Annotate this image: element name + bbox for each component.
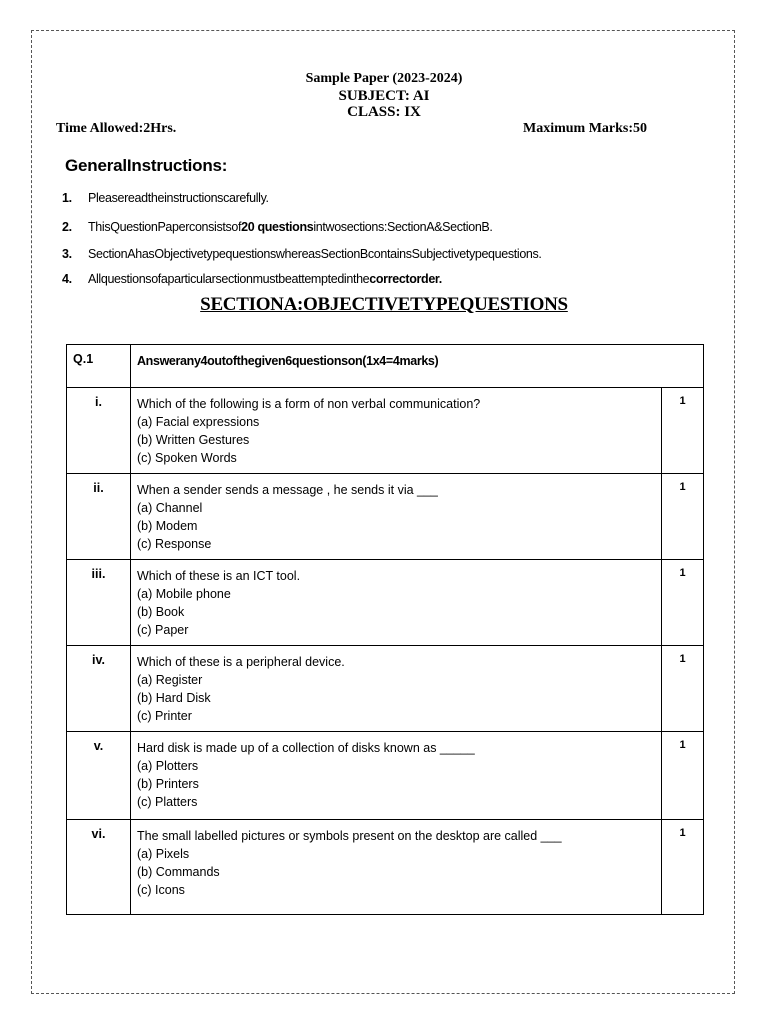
option: (c) Spoken Words [137, 451, 237, 465]
instruction-number: 4. [62, 272, 72, 286]
instruction-text: ThisQuestionPaperconsistsof [88, 220, 242, 234]
question-text: Which of the following is a form of non verbal communication? [137, 397, 481, 411]
instruction-text-end: intwosections:SectionA&SectionB. [313, 220, 493, 234]
question-row [67, 820, 704, 915]
option: (c) Platters [137, 795, 198, 809]
question-number: ii. [67, 474, 131, 560]
question-marks: 1 [662, 820, 704, 915]
paper-class: CLASS: IX [347, 104, 421, 120]
option: (c) Paper [137, 623, 189, 637]
instructions-title: GeneralInstructions: [65, 156, 228, 175]
option: (b) Written Gestures [137, 433, 250, 447]
option: (a) Facial expressions [137, 415, 260, 429]
question-row [67, 474, 704, 560]
instruction-bold-text: 20 questions [241, 220, 314, 234]
question-block-header [67, 345, 704, 388]
question-row [67, 732, 704, 820]
option: (c) Response [137, 537, 212, 551]
maximum-marks: Maximum Marks:50 [523, 121, 648, 136]
question-marks: 1 [662, 732, 704, 820]
question-marks: 1 [662, 646, 704, 732]
instruction-number: 2. [62, 220, 72, 234]
option: (b) Modem [137, 519, 198, 533]
paper-title: Sample Paper (2023-2024) [305, 71, 463, 86]
instruction-text: SectionAhasObjectivetypequestionswhereasSectionBcontainsSubjectivetypequestions. [88, 247, 542, 261]
question-text: Hard disk is made up of a collection of disks known as _____ [137, 741, 475, 755]
question-content [131, 474, 662, 560]
option: (a) Mobile phone [137, 587, 231, 601]
question-content [131, 820, 662, 915]
option: (b) Book [137, 605, 185, 619]
option: (b) Hard Disk [137, 691, 211, 705]
instruction-bold-text: correctorder. [369, 272, 442, 286]
question-content [131, 388, 662, 474]
questions-table [66, 344, 704, 915]
option: (a) Channel [137, 501, 203, 515]
question-marks: 1 [662, 474, 704, 560]
option: (a) Register [137, 673, 203, 687]
question-content [131, 560, 662, 646]
question-block-number: Q.1 [67, 345, 131, 388]
question-content [131, 732, 662, 820]
question-text: Which of these is an ICT tool. [137, 569, 301, 583]
option: (b) Printers [137, 777, 199, 791]
question-number: v. [67, 732, 131, 820]
section-title: SECTIONA:OBJECTIVETYPEQUESTIONS [200, 294, 568, 315]
time-allowed: Time Allowed:2Hrs. [56, 121, 177, 136]
question-marks: 1 [662, 388, 704, 474]
question-text: Which of these is a peripheral device. [137, 655, 345, 669]
question-row [67, 646, 704, 732]
question-text: The small labelled pictures or symbols present on the desktop are called ___ [137, 829, 562, 843]
question-number: iv. [67, 646, 131, 732]
question-number: iii. [67, 560, 131, 646]
option: (c) Icons [137, 883, 185, 897]
instruction-item [62, 247, 542, 261]
question-content [131, 646, 662, 732]
question-block-heading: Answerany4outofthegiven6questionson(1x4=4marks) [131, 345, 704, 388]
instruction-text: Pleasereadtheinstructionscarefully. [88, 191, 269, 205]
question-number: i. [67, 388, 131, 474]
option: (b) Commands [137, 865, 220, 879]
instruction-item [62, 272, 442, 286]
question-text: When a sender sends a message , he sends it via ___ [137, 483, 438, 497]
option: (a) Pixels [137, 847, 190, 861]
option: (a) Plotters [137, 759, 199, 773]
question-row [67, 388, 704, 474]
question-number: vi. [67, 820, 131, 915]
instruction-item [62, 220, 493, 234]
instruction-number: 3. [62, 247, 72, 261]
instruction-number: 1. [62, 191, 72, 205]
question-marks: 1 [662, 560, 704, 646]
paper-subject: SUBJECT: AI [338, 88, 430, 104]
question-row [67, 560, 704, 646]
instruction-text: Allquestionsofaparticularsectionmustbeattemptedinthe [88, 272, 370, 286]
option: (c) Printer [137, 709, 192, 723]
instruction-item [62, 191, 269, 205]
